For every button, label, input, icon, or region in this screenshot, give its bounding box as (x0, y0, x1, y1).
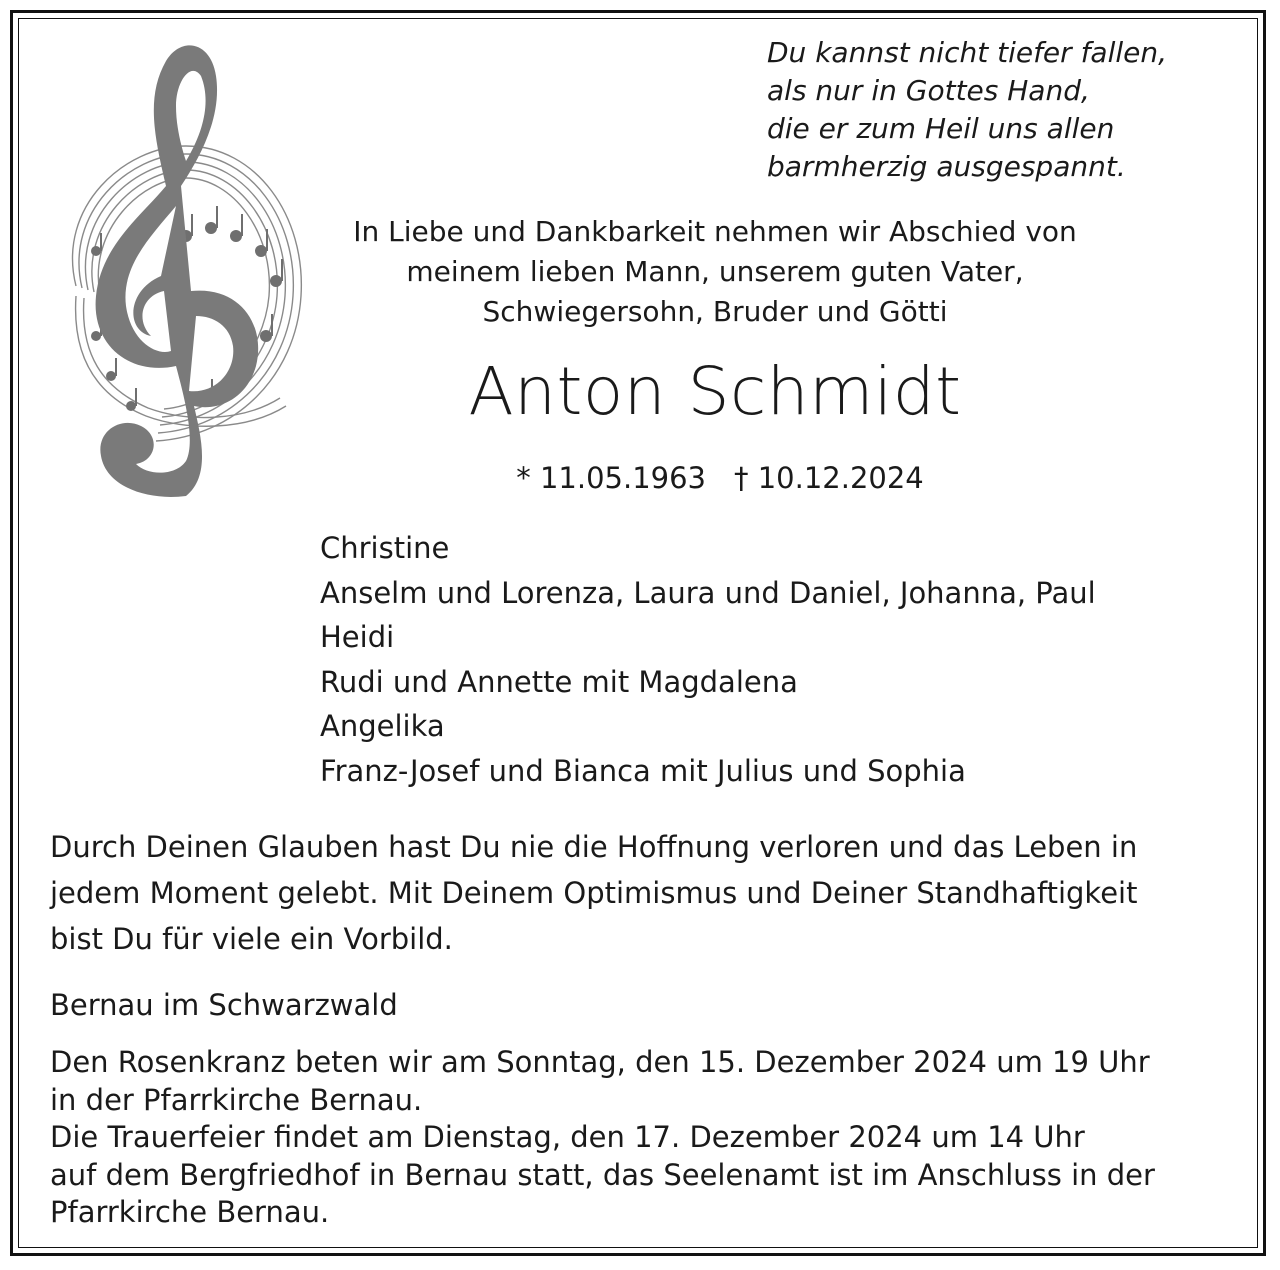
poem-line: als nur in Gottes Hand, (767, 74, 1090, 107)
mourner-entry: Rudi und Annette mit Magdalena (320, 664, 798, 699)
tribute-line: bist Du für viele ein Vorbild. (50, 922, 453, 956)
tribute-line: jedem Moment gelebt. Mit Deinem Optimismus und Deiner Standhaftigkeit (50, 876, 1138, 910)
service-line: Pfarrkirche Bernau. (50, 1195, 330, 1229)
poem-verse (767, 34, 1247, 186)
service-line: auf dem Bergfriedhof in Bernau statt, das Seelenamt ist im Anschluss in der (50, 1157, 1155, 1192)
mourner-entry: Anselm und Lorenza, Laura und Daniel, Johanna, Paul (320, 575, 1096, 610)
mourner-entry: Christine (320, 531, 450, 565)
treble-clef-icon (36, 36, 326, 516)
farewell-intro (290, 212, 1140, 332)
mourner-entry: Heidi (320, 620, 395, 654)
poem-line: barmherzig ausgespannt. (767, 150, 1126, 183)
poem-line: die er zum Heil uns allen (767, 112, 1115, 145)
service-details (50, 1044, 1250, 1232)
poem-line: Du kannst nicht tiefer fallen, (767, 36, 1168, 69)
life-dates (440, 458, 1000, 498)
service-line: Die Trauerfeier findet am Dienstag, den 17. Dezember 2024 um 14 Uhr (50, 1120, 1085, 1154)
service-line: Den Rosenkranz beten wir am Sonntag, den 15. Dezember 2024 um 19 Uhr (50, 1045, 1150, 1079)
birth-date: * 11.05.1963 (516, 461, 706, 495)
intro-line: Schwiegersohn, Bruder und Götti (482, 295, 948, 328)
mourner-entry: Franz-Josef und Bianca mit Julius und Sophia (320, 753, 966, 788)
place-of-residence: Bernau im Schwarzwald (50, 988, 398, 1022)
service-line: in der Pfarrkirche Bernau. (50, 1082, 423, 1117)
mourner-entry: Angelika (320, 709, 445, 743)
tribute-text (50, 824, 1250, 962)
intro-line: meinem lieben Mann, unserem guten Vater, (406, 255, 1024, 288)
death-date: † 10.12.2024 (734, 461, 924, 495)
intro-line: In Liebe und Dankbarkeit nehmen wir Abschied von (353, 215, 1077, 248)
tribute-line: Durch Deinen Glauben hast Du nie die Hoffnung verloren und das Leben in (50, 830, 1138, 864)
mourners-list (320, 526, 1220, 793)
deceased-name: Anton Schmidt (468, 353, 962, 430)
